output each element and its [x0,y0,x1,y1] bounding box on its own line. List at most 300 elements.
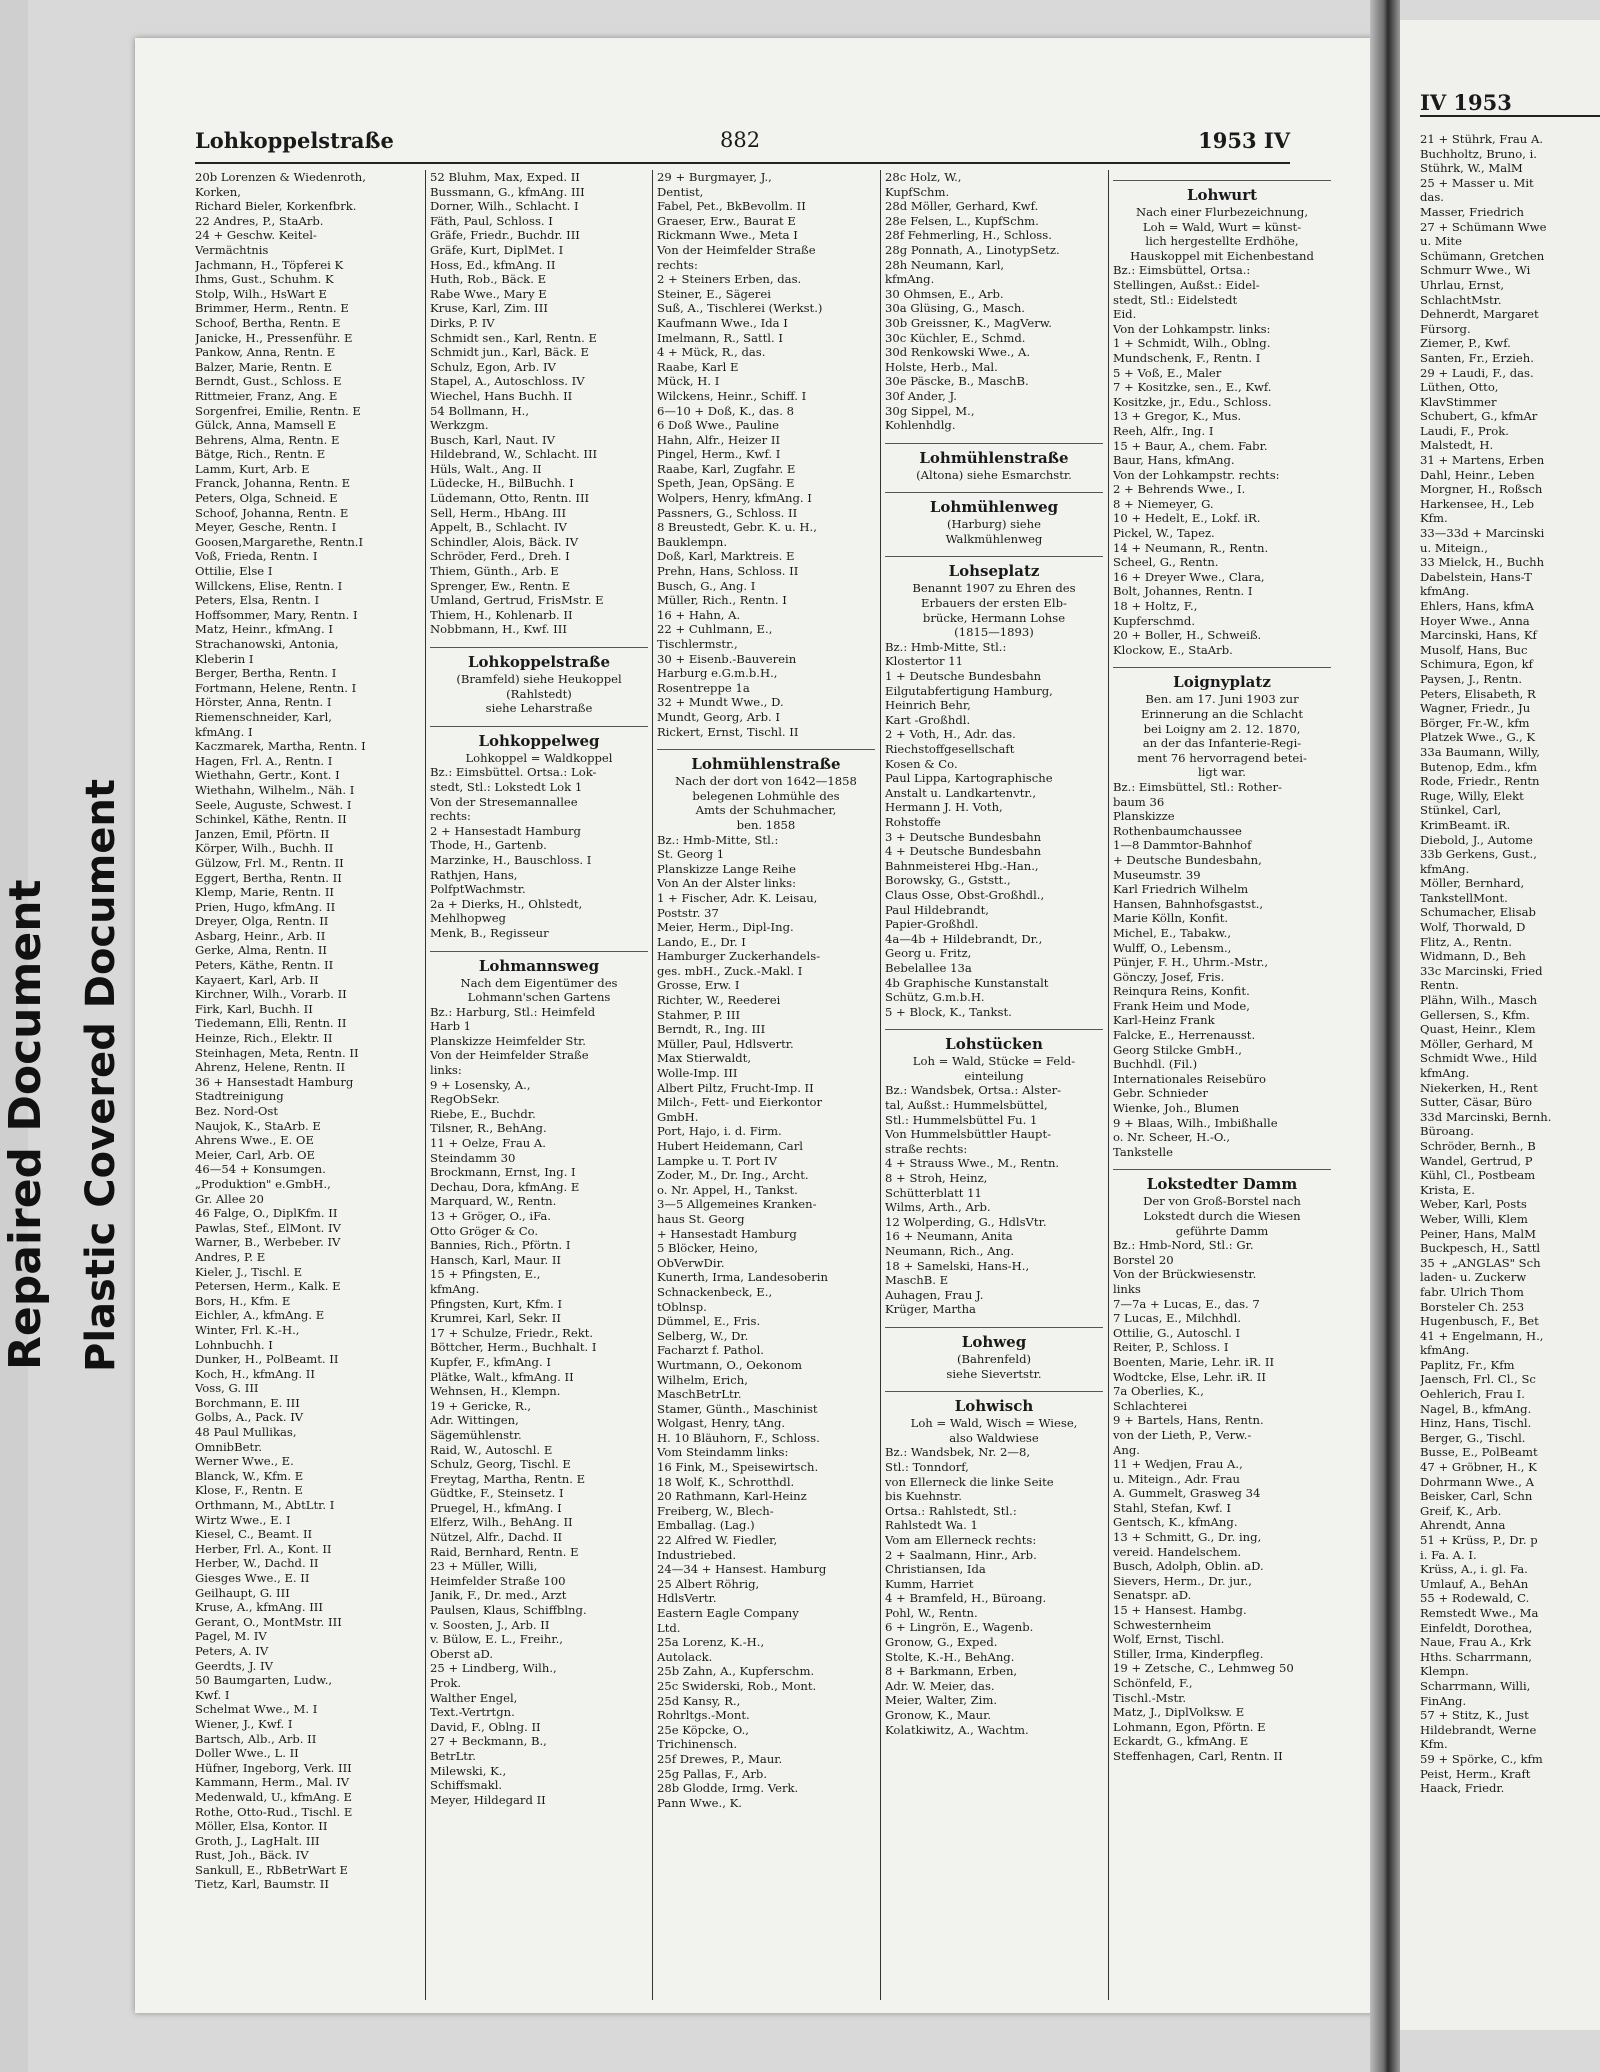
adjacent-entry: Malstedt, H. [1420,438,1494,453]
adjacent-entry: Krüss, A., i. gl. Fa. [1420,1562,1528,1577]
directory-entry: Rahlstedt Wa. 1 [885,1518,978,1533]
directory-entry: 18 + Samelski, Hans-H., [885,1258,1030,1273]
directory-entry: KupfSchm. [885,184,950,199]
directory-entry: Gebr. Schnieder [1113,1086,1208,1101]
directory-entry: Pruegel, H., kfmAng. I [430,1500,562,1515]
adjacent-entry: u. Mite [1420,234,1462,249]
directory-entry: Von der Lohkampstr. rechts: [1113,467,1280,482]
adjacent-entry: Butenop, Edm., kfm [1420,759,1537,774]
directory-entry: Stapel, A., Autoschloss. IV [430,374,585,389]
directory-entry: Tankstelle [1113,1144,1173,1159]
directory-entry: Wiethahn, Wilhelm., Näh. I [195,782,355,797]
plastic-covered-stamp: Plastic Covered Document [78,778,124,1372]
directory-entry: Petersen, Herm., Kalk. E [195,1279,341,1294]
directory-entry: 25f Drewes, P., Maur. [657,1751,783,1766]
directory-entry: 25c Swiderski, Rob., Mont. [657,1678,817,1693]
street-section-note: Nach der dort von 1642—1858 [675,774,857,789]
directory-entry: Hildebrand, W., Schlacht. III [430,447,598,462]
directory-entry: Reinqura Reins, Konfit. [1113,984,1250,999]
directory-entry: Christiansen, Ida [885,1562,986,1577]
directory-entry: Wolle-Imp. III [657,1066,738,1081]
adjacent-entry: 33c Marcinski, Fried [1420,963,1543,978]
adjacent-entry: kfmAng. [1420,584,1470,599]
adjacent-entry: Lüthen, Otto, [1420,380,1499,395]
directory-entry: Stolte, K.-H., BehAng. [885,1649,1015,1664]
directory-entry: 7 + Kositzke, sen., E., Kwf. [1113,380,1272,395]
directory-entry: Ottilie, G., Autoschl. I [1113,1325,1241,1340]
directory-entry: Pagel, M. IV [195,1629,267,1644]
street-section-note: (Bramfeld) siehe Heukoppel [456,672,622,686]
adjacent-entry: Niekerken, H., Rent [1420,1080,1538,1095]
directory-entry: 20 + Boller, H., Schweiß. [1113,628,1262,643]
directory-entry: Museumstr. 39 [1113,867,1201,882]
adjacent-entry: KlavStimmer [1420,394,1497,409]
adjacent-entry: Laudi, F., Prok. [1420,423,1509,438]
directory-entry: Eichler, A., kfmAng. E [195,1308,325,1323]
directory-entry: Goosen,Margarethe, Rentn.I [195,534,364,549]
directory-entry: Gronow, G., Exped. [885,1635,998,1650]
directory-entry: 8 + Niemeyer, G. [1113,496,1214,511]
directory-entry: 6 + Lingrön, E., Wagenb. [885,1620,1034,1635]
adjacent-entry: Haack, Friedr. [1420,1781,1505,1796]
directory-entry: 18 + Holtz, F., [1113,599,1198,614]
directory-entry: Von der Lohkampstr. links: [1113,321,1271,336]
directory-entry: v. Bülow, E. L., Freihr., [430,1632,563,1647]
street-section-note: (Bahrenfeld) [956,1351,1032,1366]
directory-entry: 6 Doß Wwe., Pauline [657,418,779,433]
directory-entry: Bannies, Rich., Pförtn. I [430,1238,571,1253]
street-section-note: bei Loigny am 2. 12. 1870, [1143,721,1301,736]
directory-entry: Bauklempn. [657,534,728,549]
directory-entry: Bez. Nord-Ost [195,1104,278,1118]
directory-entry: Matz, Heinr., kfmAng. I [195,622,333,637]
adjacent-entry: Einfeldt, Dorothea, [1420,1620,1533,1635]
directory-entry: Buchhdl. (Fil.) [1113,1057,1198,1072]
directory-entry: HdlsVertr. [657,1591,717,1606]
directory-entry: Orthmann, M., AbtLtr. I [195,1498,335,1513]
adjacent-entry: Hugenbusch, F., Bet [1420,1314,1539,1329]
directory-entry: 52 Bluhm, Max, Exped. II [430,170,580,184]
page-header [195,128,1290,164]
directory-entry: Industriebed. [657,1547,737,1562]
directory-entry: 11 + Wedjen, Frau A., [1113,1457,1243,1472]
directory-entry: Matz, J., DiplVolksw. E [1113,1705,1245,1720]
directory-entry: Senatspr. aD. [1113,1588,1192,1603]
directory-entry: Wodtcke, Else, Lehr. iR. II [1113,1369,1266,1384]
directory-entry: 8 Breustedt, Gebr. K. u. H., [657,520,817,535]
directory-entry: Von der Stresemannallee [430,794,578,809]
directory-entry: Kohlenhdlg. [885,418,956,433]
directory-entry: Text.-Vertrtgn. [430,1705,515,1720]
directory-entry: Bors, H., Kfm. E [195,1293,291,1308]
directory-entry: Freytag, Martha, Rentn. E [430,1471,586,1486]
directory-entry: Peters, A. IV [195,1643,269,1658]
directory-entry: 5 + Block, K., Tankst. [885,1004,1012,1019]
directory-entry: Hansch, Karl, Maur. II [430,1252,562,1267]
directory-entry: Bz.: Harburg, Stl.: Heimfeld [430,1004,596,1019]
directory-entry: Prehn, Hans, Schloss. II [657,564,799,579]
directory-entry: Mundt, Georg, Arb. I [657,709,780,724]
directory-entry: Hüls, Walt., Ang. II [430,461,542,476]
adjacent-entry: Dohrmann Wwe., A [1420,1474,1534,1489]
street-section-title: Lohseplatz [885,556,1103,581]
adjacent-entry: Weber, Willi, Klem [1420,1211,1528,1226]
directory-entry: Bz.: Eimsbüttel, Ortsa.: [1113,263,1251,278]
directory-entry: Planskizze Heimfelder Str. [430,1033,586,1048]
directory-entry: Lamm, Kurt, Arb. E [195,461,310,476]
directory-entry: Rickmann Wwe., Meta I [657,228,798,243]
directory-entry: v. Soosten, J., Arb. II [430,1617,550,1632]
directory-entry: Ahrens Wwe., E. OE [195,1133,314,1148]
directory-entry: 27 + Beckmann, B., [430,1734,547,1749]
directory-entry: Rittmeier, Franz, Ang. E [195,388,338,403]
year-label: 1953 IV [1198,128,1290,153]
directory-entry: MaschB. E [885,1273,949,1288]
directory-entry: Schmidt jun., Karl, Bäck. E [430,345,589,360]
directory-entry: Kupferschmd. [1113,613,1195,628]
street-section-note: Loh = Wald, Stücke = Feld- [912,1054,1076,1069]
directory-entry: 30 + Eisenb.-Bauverein [657,651,797,666]
adjacent-entry: Hildebrandt, Werne [1420,1722,1537,1737]
adjacent-entry: 29 + Laudi, F., das. [1420,365,1534,380]
adjacent-entry: Dabelstein, Hans-T [1420,569,1532,584]
directory-entry: Eilgutabfertigung Hamburg, [885,683,1053,698]
adjacent-entry: fabr. Ulrich Thom [1420,1284,1524,1299]
adjacent-entry: Schmidt Wwe., Hild [1420,1051,1538,1066]
directory-entry: Busch, Adolph, Oblin. aD. [1113,1559,1264,1574]
directory-entry: kfmAng. [430,1281,480,1296]
adjacent-entry: Oehlerich, Frau I. [1420,1387,1525,1402]
directory-entry: Harburg e.G.m.b.H., [657,666,778,681]
directory-entry: 4b Graphische Kunstanstalt [885,975,1049,990]
directory-entry: Hagen, Frl. A., Rentn. I [195,753,333,768]
directory-entry: St. Georg 1 [657,847,725,862]
directory-entry: Andres, P. E [195,1249,266,1264]
adjacent-entry: 41 + Engelmann, H., [1420,1328,1544,1343]
directory-entry: 9 + Blaas, Wilh., Imbißhalle [1113,1115,1278,1130]
adjacent-entry: 33d Marcinski, Bernh. [1420,1109,1552,1124]
street-section-note: Erbauers der ersten Elb- [921,596,1067,611]
directory-entry: tOblnsp. [657,1299,707,1314]
directory-entry: Kieler, J., Tischl. E [195,1264,303,1279]
directory-entry: Güdtke, F., Steinsetz. I [430,1486,564,1501]
directory-entry: Graeser, Erw., Baurat E [657,213,796,228]
adjacent-entry: Nagel, B., kfmAng. [1420,1401,1532,1416]
directory-entry: Von Hummelsbüttler Haupt- [885,1127,1052,1142]
directory-page [135,38,1390,2013]
directory-entry: Raid, Bernhard, Rentn. E [430,1544,579,1559]
directory-entry: 8 + Barkmann, Erben, [885,1664,1018,1679]
directory-entry: Wolpers, Henry, kfmAng. I [657,491,812,506]
directory-entry: straße rechts: [885,1141,968,1156]
adjacent-entry: Busse, E., PolBeamt [1420,1445,1538,1460]
directory-entry: Georg u. Fritz, [885,946,972,961]
directory-entry: Heimfelder Straße 100 [430,1573,566,1588]
directory-entry: bis Kuehnstr. [885,1489,962,1504]
street-section-note: Lokstedt durch die Wiesen [1143,1209,1301,1223]
directory-entry: Ortsa.: Rahlstedt, Stl.: [885,1503,1017,1518]
directory-entry: Adr. W. Meier, das. [885,1678,995,1693]
adjacent-entry: Ehlers, Hans, kfmA [1420,599,1534,613]
directory-entry: 10 + Hedelt, E., Lokf. iR. [1113,511,1261,526]
directory-entry: Klostertor 11 [885,654,963,669]
adjacent-entry: Berger, G., Tischl. [1420,1430,1526,1445]
directory-entry: GmbH. [657,1109,699,1124]
directory-entry: 9 + Losensky, A., [430,1077,531,1092]
directory-entry: Hoss, Ed., kfmAng. II [430,257,556,272]
directory-entry: + Hansestadt Hamburg [657,1226,797,1241]
directory-entry: 25e Köpcke, O., [657,1722,749,1737]
repaired-document-stamp: Repaired Document [0,879,51,1370]
directory-entry: 22 Alfred W. Fiedler, [657,1533,778,1548]
directory-entry: 2a + Dierks, H., Ohlstedt, [430,896,583,911]
adjacent-page-header: IV 1953 [1420,90,1600,117]
directory-entry: Facharzt f. Pathol. [657,1343,764,1358]
street-section-title: Lohmannsweg [430,951,648,976]
directory-entry: Rohstoffe [885,814,941,829]
street-section-note: brücke, Hermann Lohse [922,610,1066,625]
directory-entry: Lohnbuchh. I [195,1337,273,1352]
directory-entry: Schwesternheim [1113,1617,1212,1632]
column-divider [425,170,426,2000]
directory-entry: Bz.: Eimsbüttel. Ortsa.: Lok- [430,765,597,780]
directory-entry: Sankull, E., RbBetrWart E [195,1862,349,1877]
directory-entry: Falcke, E., Herrenausst. [1113,1028,1256,1043]
directory-entry: Wilckens, Heinr., Schiff. I [657,388,807,403]
directory-entry: Stahl, Stefan, Kwf. I [1113,1500,1231,1515]
directory-entry: rechts: [657,257,698,272]
directory-entry: Nützel, Alfr., Dachd. II [430,1530,563,1545]
directory-entry: Müller, Rich., Rentn. I [657,593,787,608]
directory-entry: 25g Pallas, F., Arb. [657,1766,768,1781]
street-section-title: Lohmühlenstraße [885,443,1103,468]
directory-entry: baum 36 [1113,794,1165,809]
directory-entry: Kaczmarek, Martha, Rentn. I [195,739,366,754]
directory-entry: Dechau, Dora, kfmAng. E [430,1179,580,1194]
street-section-note: Erinnerung an die Schlacht [1141,707,1303,721]
directory-entry: Brimmer, Herm., Rentn. E [195,301,349,316]
directory-entry: Boenten, Marie, Lehr. iR. II [1113,1354,1275,1369]
directory-entry: 28d Möller, Gerhard, Kwf. [885,199,1039,214]
directory-entry: Grosse, Erw. I [657,978,740,993]
directory-entry: Sorgenfrei, Emilie, Rentn. E [195,403,361,418]
adjacent-entry: Möller, Bernhard, [1420,876,1525,891]
adjacent-entry: u. Miteign., [1420,540,1488,555]
adjacent-page-column [1420,132,1600,1982]
directory-entry: Imelmann, R., Sattl. I [657,330,783,345]
directory-entry: MaschBetrLtr. [657,1387,742,1402]
directory-entry: 9 + Bartels, Hans, Rentn. [1113,1413,1264,1428]
directory-entry: Gronow, K., Maur. [885,1708,992,1723]
directory-entry: Busch, G., Ang. I [657,578,756,593]
street-section-title: Lohwurt [1113,180,1331,205]
directory-entry: 54 Bollmann, H., [430,403,530,418]
directory-entry: Willckens, Elise, Rentn. I [195,578,343,593]
directory-entry: Menk, B., Regisseur [430,925,549,940]
directory-entry: ObVerwDir. [657,1255,725,1270]
adjacent-entry: Schmurr Wwe., Wi [1420,263,1531,278]
directory-entry: Schröder, Ferd., Dreh. I [430,549,570,564]
directory-entry: Gülzow, Frl. M., Rentn. II [195,855,344,870]
adjacent-entry: Hths. Scharrmann, [1420,1649,1532,1664]
directory-entry: Gräfe, Kurt, DiplMet. I [430,242,564,257]
directory-entry: Schulz, Georg, Tischl. E [430,1457,571,1472]
directory-entry: Steiner, E., Sägerei [657,286,771,301]
directory-entry: Reiter, P., Schloss. I [1113,1340,1229,1355]
directory-entry: ges. mbH., Zuck.-Makl. I [657,963,803,978]
adjacent-entry: Schubert, G., kfmAr [1420,409,1538,424]
directory-entry: 50 Baumgarten, Ludw., [195,1673,333,1688]
street-section-note: siehe Sievertstr. [946,1366,1042,1381]
directory-entry: „Produktion" e.GmbH., [195,1176,331,1191]
directory-entry: Asbarg, Heinr., Arb. II [195,928,326,943]
directory-entry: Dorner, Wilh., Schlacht. I [430,199,579,214]
directory-entry: Herber, Frl. A., Kont. II [195,1541,332,1556]
directory-entry: 14 + Neumann, R., Rentn. [1113,540,1269,555]
directory-entry: 24 + Geschw. Keitel- [195,228,317,243]
directory-entry: Marzinke, H., Bauschloss. I [430,852,592,867]
street-section-note: Nach dem Eigentümer des [460,975,618,990]
directory-entry: Kosen & Co. [885,756,958,771]
directory-entry: 22 + Cuhlmann, E., [657,622,773,637]
directory-entry: Trichinensch. [657,1737,738,1752]
directory-entry: Kwf. I [195,1687,230,1702]
adjacent-entry: Plähn, Wilh., Masch [1420,993,1538,1008]
directory-entry: Koch, H., kfmAng. II [195,1366,315,1381]
adjacent-entry: Buchholtz, Bruno, i. [1420,146,1537,161]
directory-entry: Eid. [1113,307,1137,322]
adjacent-entry: Gellersen, S., Kfm. [1420,1007,1530,1022]
directory-entry: links [1113,1281,1141,1296]
column-divider [1108,170,1109,2000]
directory-entry: Werkzgm. [430,418,489,433]
adjacent-entry: Ruge, Willy, Elekt [1420,788,1524,803]
adjacent-entry: Marcinski, Hans, Kf [1420,628,1537,643]
directory-entry: Meier, Carl, Arb. OE [195,1147,316,1162]
directory-entry: Tiedemann, Elli, Rentn. II [195,1016,347,1031]
adjacent-entry: Wandel, Gertrud, P [1420,1153,1533,1168]
directory-entry: Schnackenbeck, E., [657,1284,773,1299]
directory-entry: 7—7a + Lucas, E., das. 7 [1113,1296,1260,1311]
directory-entry: Gräfe, Friedr., Buchdr. III [430,228,580,243]
directory-entry: Bz.: Wandsbek, Nr. 2—8, [885,1445,1031,1460]
directory-entry: Tilsner, R., BehAng. [430,1121,547,1136]
directory-entry: Umland, Gertrud, FrisMstr. E [430,593,604,608]
directory-entry: Herber, W., Dachd. II [195,1556,319,1571]
directory-entry: 28f Fehmerling, H., Schloss. [885,228,1052,243]
directory-entry: Meier, Herm., Dipl-Ing. [657,920,794,935]
directory-entry: Borstel 20 [1113,1252,1174,1267]
directory-entry: Warner, B., Werbeber. IV [195,1235,341,1250]
directory-entry: Doß, Karl, Marktreis. E [657,549,795,564]
directory-entry: Hörster, Anna, Rentn. I [195,695,332,710]
street-section-note: Lohmann'schen Gartens [467,990,611,1005]
directory-entry: Möller, Elsa, Kontor. II [195,1819,328,1834]
directory-entry: 19 + Gericke, R., [430,1398,532,1413]
directory-entry: Stl.: Tonndorf, [885,1459,969,1474]
directory-entry: Klockow, E., StaArb. [1113,642,1233,657]
directory-entry: 13 + Gröger, O., iFa. [430,1209,551,1223]
directory-entry: Milewski, K., [430,1763,507,1778]
directory-entry: Pickel, W., Tapez. [1113,526,1215,541]
directory-entry: Müller, Paul, Hdlsvertr. [657,1036,794,1051]
directory-entry: Huth, Rob., Bäck. E [430,272,547,287]
directory-entry: Stahmer, P. III [657,1007,741,1022]
adjacent-entry: Ahrendt, Anna [1420,1518,1506,1533]
directory-entry: Zoder, M., Dr. Ing., Archt. [657,1168,809,1183]
directory-entry: Meier, Walter, Zim. [885,1693,998,1708]
directory-entry: Werner Wwe., E. [195,1454,294,1469]
directory-entry: Schlachterei [1113,1398,1188,1413]
directory-entry: Gülck, Anna, Mamsell E [195,418,337,433]
street-section-note: an der das Infanterie-Regi- [1142,736,1302,751]
directory-entry: Bz.: Wandsbek, Ortsa.: Alster- [885,1083,1062,1098]
directory-entry: Medenwald, U., kfmAng. E [195,1789,352,1804]
directory-entry: Korken, [195,184,241,199]
adjacent-entry: Hoyer Wwe., Anna [1420,613,1530,628]
directory-entry: Kayaert, Karl, Arb. II [195,972,319,987]
directory-entry: Stolp, Wilh., HsWart E [195,286,327,301]
directory-entry: Kleberin I [195,651,254,666]
directory-entry: Emballag. (Lag.) [657,1518,755,1533]
directory-entry: 20 Rathmann, Karl-Heinz [657,1489,807,1504]
directory-entry: 4a—4b + Hildebrandt, Dr., [885,931,1043,946]
directory-entry: Gerant, O., MontMstr. III [195,1614,342,1629]
directory-entry: Raabe, Karl E [657,359,739,374]
adjacent-entry: Sutter, Cäsar, Büro [1420,1095,1533,1110]
directory-entry: Gentsch, K., kfmAng. [1113,1515,1238,1530]
directory-entry: 5 + Voß, E., Maler [1113,365,1222,380]
directory-entry: Pingel, Herm., Kwf. I [657,447,781,462]
adjacent-entry: Wagner, Friedr., Ju [1420,701,1531,716]
directory-entry: stedt, Stl.: Eidelstedt [1113,292,1238,307]
adjacent-entry: Möller, Gerhard, M [1420,1036,1534,1051]
directory-entry: 36 + Hansestadt Hamburg [195,1074,354,1089]
directory-entry: Eckardt, G., kfmAng. E [1113,1734,1249,1749]
directory-entry: 20b Lorenzen & Wiedenroth, [195,170,366,184]
directory-entry: 16 + Hahn, A. [657,607,741,622]
adjacent-entry: Schumacher, Elisab [1420,905,1536,920]
directory-entry: rechts: [430,809,471,824]
directory-entry: 29 + Burgmayer, J., [657,170,772,184]
directory-entry: 30e Päscke, B., MaschB. [885,374,1029,389]
adjacent-entry: i. Fa. A. I. [1420,1547,1477,1562]
directory-entry: Golbs, A., Pack. IV [195,1410,304,1425]
directory-entry: Mundschenk, F., Rentn. I [1113,350,1261,365]
street-section-title: Lohmühlenweg [885,492,1103,517]
directory-entry: Ltd. [657,1620,681,1635]
directory-entry: Stiller, Irma, Kinderpfleg. [1113,1646,1264,1661]
directory-entry: Balzer, Marie, Rentn. E [195,359,333,374]
directory-entry: Claus Osse, Obst-Großhdl., [885,887,1045,902]
directory-entry: Bz.: Hmb-Nord, Stl.: Gr. [1113,1238,1254,1253]
street-section-note: ben. 1858 [736,817,796,832]
directory-entry: Von der Brückwiesenstr. [1113,1267,1257,1282]
directory-entry: 28b Glodde, Irmg. Verk. [657,1781,799,1796]
directory-entry: Tischlermstr., [657,637,738,651]
directory-entry: Auhagen, Frau J. [885,1287,984,1302]
street-section-note: Ben. am 17. Juni 1903 zur [1145,692,1299,707]
directory-entry: 13 + Gregor, K., Mus. [1113,409,1242,424]
directory-entry: Thiem, H., Kohlenarb. II [430,607,573,622]
directory-entry: Schoof, Bertha, Rentn. E [195,315,341,330]
directory-entry: Thiem, Günth., Arb. E [430,564,559,579]
adjacent-entry: 33 Mielck, H., Buchh [1420,555,1545,570]
directory-entry: Busch, Karl, Naut. IV [430,432,555,447]
adjacent-entry: Widmann, D., Beh [1420,949,1526,964]
directory-entry: Kruse, Karl, Zim. III [430,301,548,316]
street-section-note: (Rahlstedt) [506,686,572,701]
